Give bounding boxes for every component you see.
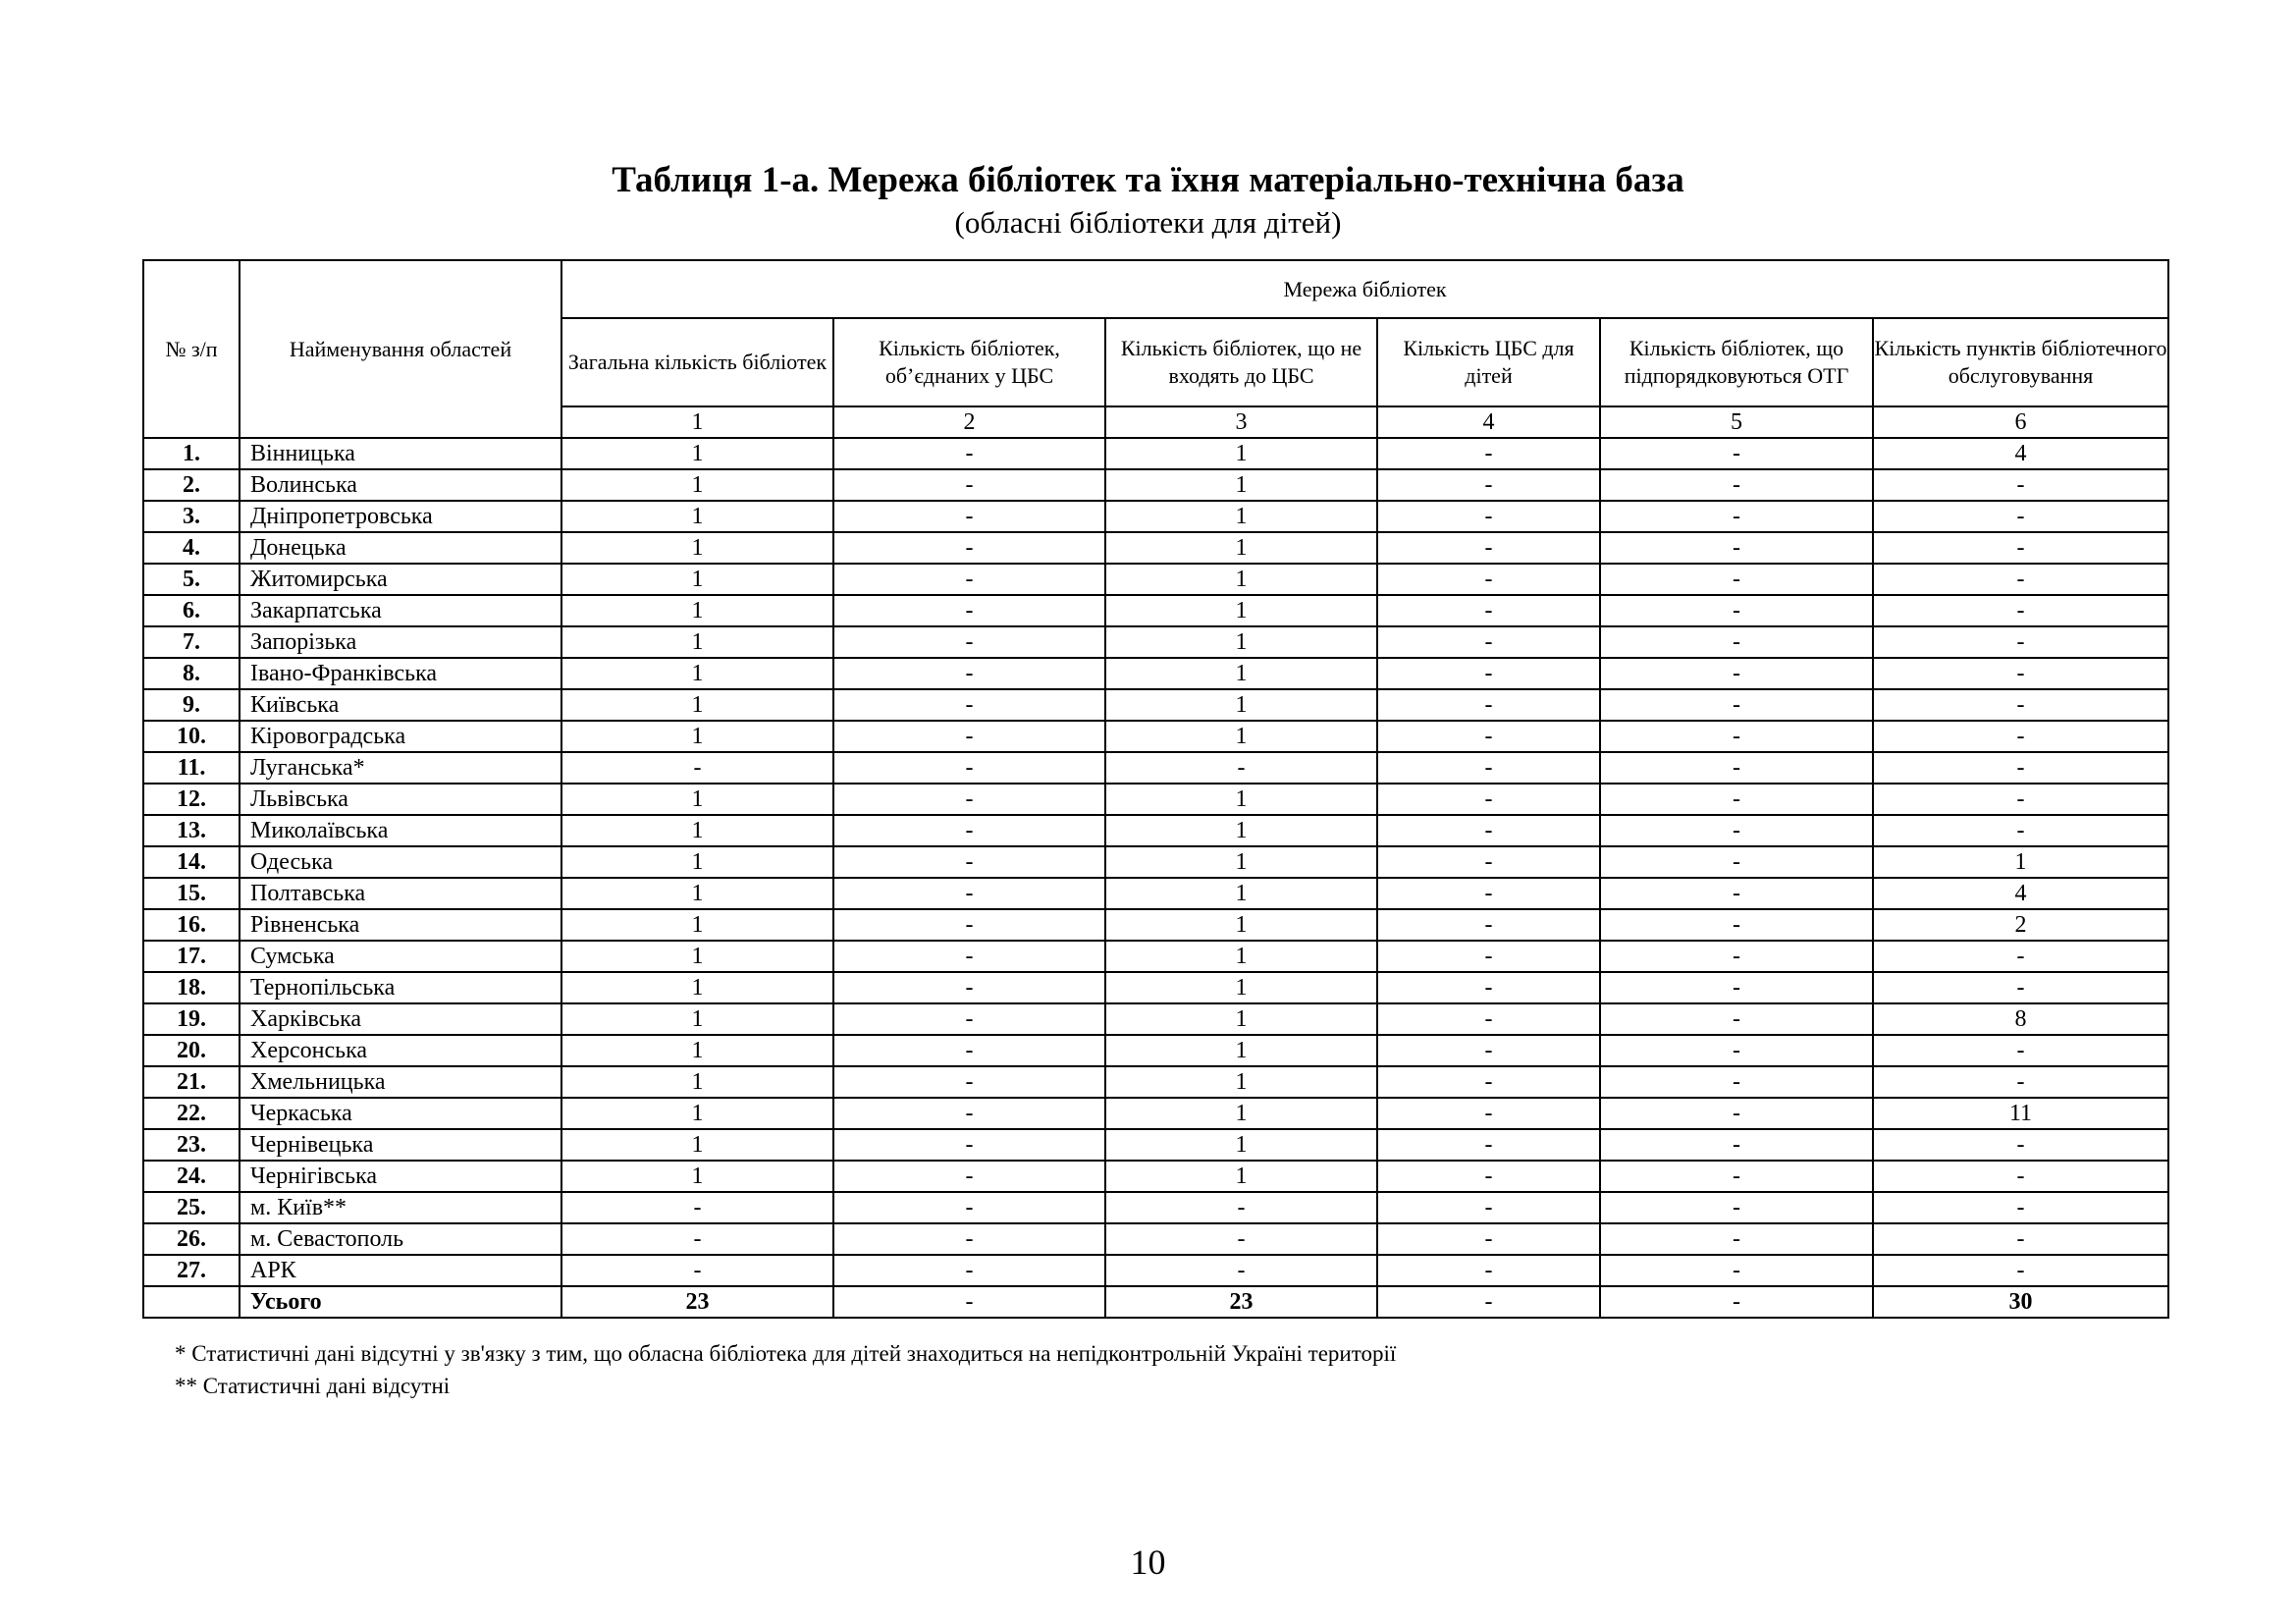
cell-col-6: - — [1873, 469, 2168, 501]
cell-col-1: 1 — [561, 1066, 833, 1098]
cell-col-5: - — [1600, 469, 1873, 501]
cell-col-2: - — [833, 752, 1105, 784]
cell-col-4: - — [1377, 784, 1600, 815]
cell-col-1: 1 — [561, 784, 833, 815]
cell-col-3: 1 — [1105, 658, 1377, 689]
cell-col-6: - — [1873, 815, 2168, 846]
cell-col-6: - — [1873, 1161, 2168, 1192]
row-number: 18. — [143, 972, 240, 1003]
cell-col-3: 1 — [1105, 626, 1377, 658]
cell-col-1: 1 — [561, 626, 833, 658]
row-number: 2. — [143, 469, 240, 501]
region-name: Тернопільська — [240, 972, 561, 1003]
table-row — [143, 1066, 2168, 1098]
header-group: Мережа бібліотек — [561, 260, 2168, 318]
cell-col-3: 1 — [1105, 972, 1377, 1003]
cell-col-4: - — [1377, 1223, 1600, 1255]
cell-col-6: - — [1873, 1129, 2168, 1161]
col-number-5: 5 — [1600, 406, 1873, 438]
table-title: Таблиця 1-а. Мережа бібліотек та їхня матеріально-технічна база — [612, 160, 1684, 200]
row-number: 23. — [143, 1129, 240, 1161]
region-name: Волинська — [240, 469, 561, 501]
header-col-2: Кількість бібліотек, об’єднаних у ЦБС — [833, 318, 1105, 406]
table-row — [143, 532, 2168, 564]
total-row — [143, 1286, 2168, 1318]
total-col-4: - — [1377, 1286, 1600, 1318]
table-row — [143, 1129, 2168, 1161]
cell-col-6: 1 — [1873, 846, 2168, 878]
total-label: Усього — [240, 1286, 561, 1318]
cell-col-5: - — [1600, 1066, 1873, 1098]
cell-col-6: - — [1873, 1223, 2168, 1255]
region-name: Чернігівська — [240, 1161, 561, 1192]
cell-col-2: - — [833, 1255, 1105, 1286]
row-number: 25. — [143, 1192, 240, 1223]
cell-col-2: - — [833, 721, 1105, 752]
total-col-5: - — [1600, 1286, 1873, 1318]
table-row — [143, 438, 2168, 469]
cell-col-1: - — [561, 752, 833, 784]
cell-col-6: - — [1873, 941, 2168, 972]
cell-col-4: - — [1377, 501, 1600, 532]
cell-col-5: - — [1600, 752, 1873, 784]
cell-col-6: - — [1873, 1192, 2168, 1223]
cell-col-3: 1 — [1105, 909, 1377, 941]
cell-col-5: - — [1600, 564, 1873, 595]
cell-col-1: 1 — [561, 878, 833, 909]
row-number: 26. — [143, 1223, 240, 1255]
cell-col-1: 1 — [561, 469, 833, 501]
footnote: * Статистичні дані відсутні у зв'язку з тим, що обласна бібліотека для дітей знаходиться на непідконтрольній Україні території — [175, 1341, 1397, 1366]
table-row — [143, 909, 2168, 941]
cell-col-1: 1 — [561, 689, 833, 721]
cell-col-6: - — [1873, 1066, 2168, 1098]
cell-col-2: - — [833, 972, 1105, 1003]
cell-col-3: 1 — [1105, 532, 1377, 564]
cell-col-2: - — [833, 532, 1105, 564]
cell-col-5: - — [1600, 438, 1873, 469]
cell-col-5: - — [1600, 846, 1873, 878]
cell-col-5: - — [1600, 941, 1873, 972]
total-col-3: 23 — [1105, 1286, 1377, 1318]
region-name: Київська — [240, 689, 561, 721]
cell-col-5: - — [1600, 532, 1873, 564]
cell-col-4: - — [1377, 1161, 1600, 1192]
cell-col-5: - — [1600, 721, 1873, 752]
region-name: Херсонська — [240, 1035, 561, 1066]
cell-col-4: - — [1377, 469, 1600, 501]
cell-col-6: 2 — [1873, 909, 2168, 941]
region-name: м. Севастополь — [240, 1223, 561, 1255]
region-name: Сумська — [240, 941, 561, 972]
cell-col-4: - — [1377, 909, 1600, 941]
table-row — [143, 1003, 2168, 1035]
cell-col-2: - — [833, 784, 1105, 815]
region-name: Донецька — [240, 532, 561, 564]
table-row — [143, 595, 2168, 626]
cell-col-4: - — [1377, 1003, 1600, 1035]
total-col-6: 30 — [1873, 1286, 2168, 1318]
cell-col-5: - — [1600, 1255, 1873, 1286]
cell-col-3: - — [1105, 1192, 1377, 1223]
region-name: Миколаївська — [240, 815, 561, 846]
region-name: Чернівецька — [240, 1129, 561, 1161]
cell-col-6: - — [1873, 752, 2168, 784]
table-row — [143, 1223, 2168, 1255]
cell-col-1: - — [561, 1192, 833, 1223]
table-row — [143, 972, 2168, 1003]
total-col-1: 23 — [561, 1286, 833, 1318]
cell-col-5: - — [1600, 784, 1873, 815]
cell-col-5: - — [1600, 1161, 1873, 1192]
cell-col-2: - — [833, 941, 1105, 972]
cell-col-3: 1 — [1105, 564, 1377, 595]
cell-col-1: 1 — [561, 1003, 833, 1035]
cell-col-1: 1 — [561, 846, 833, 878]
row-number: 16. — [143, 909, 240, 941]
cell-col-3: 1 — [1105, 1003, 1377, 1035]
total-col-2: - — [833, 1286, 1105, 1318]
cell-col-2: - — [833, 1035, 1105, 1066]
total-row-number — [143, 1286, 240, 1318]
cell-col-5: - — [1600, 878, 1873, 909]
cell-col-6: - — [1873, 658, 2168, 689]
region-name: Кіровоградська — [240, 721, 561, 752]
table-row — [143, 689, 2168, 721]
cell-col-3: - — [1105, 1223, 1377, 1255]
cell-col-1: 1 — [561, 1098, 833, 1129]
cell-col-5: - — [1600, 626, 1873, 658]
cell-col-5: - — [1600, 1098, 1873, 1129]
cell-col-4: - — [1377, 1066, 1600, 1098]
table-row — [143, 878, 2168, 909]
region-name: Вінницька — [240, 438, 561, 469]
cell-col-3: 1 — [1105, 1035, 1377, 1066]
cell-col-1: 1 — [561, 658, 833, 689]
cell-col-2: - — [833, 1129, 1105, 1161]
col-number-3: 3 — [1105, 406, 1377, 438]
cell-col-6: - — [1873, 595, 2168, 626]
cell-col-1: 1 — [561, 721, 833, 752]
cell-col-6: - — [1873, 1255, 2168, 1286]
cell-col-4: - — [1377, 658, 1600, 689]
table-row — [143, 626, 2168, 658]
footnotes — [175, 1337, 1396, 1402]
cell-col-2: - — [833, 1223, 1105, 1255]
cell-col-2: - — [833, 438, 1105, 469]
cell-col-2: - — [833, 689, 1105, 721]
cell-col-4: - — [1377, 1192, 1600, 1223]
cell-col-1: 1 — [561, 909, 833, 941]
row-number: 21. — [143, 1066, 240, 1098]
row-number: 17. — [143, 941, 240, 972]
cell-col-2: - — [833, 1161, 1105, 1192]
cell-col-6: - — [1873, 501, 2168, 532]
region-name: Дніпропетровська — [240, 501, 561, 532]
col-number-4: 4 — [1377, 406, 1600, 438]
cell-col-1: 1 — [561, 438, 833, 469]
cell-col-2: - — [833, 815, 1105, 846]
cell-col-5: - — [1600, 1129, 1873, 1161]
region-name: Запорізька — [240, 626, 561, 658]
cell-col-4: - — [1377, 1129, 1600, 1161]
region-name: Луганська* — [240, 752, 561, 784]
cell-col-3: 1 — [1105, 784, 1377, 815]
cell-col-5: - — [1600, 658, 1873, 689]
table-row — [143, 752, 2168, 784]
cell-col-6: 11 — [1873, 1098, 2168, 1129]
row-number: 6. — [143, 595, 240, 626]
cell-col-2: - — [833, 1003, 1105, 1035]
cell-col-3: 1 — [1105, 1098, 1377, 1129]
col-number-1: 1 — [561, 406, 833, 438]
region-name: Харківська — [240, 1003, 561, 1035]
table-row — [143, 1192, 2168, 1223]
header-row-group — [143, 260, 2168, 318]
cell-col-4: - — [1377, 972, 1600, 1003]
cell-col-1: 1 — [561, 564, 833, 595]
cell-col-3: 1 — [1105, 721, 1377, 752]
cell-col-1: 1 — [561, 595, 833, 626]
cell-col-1: 1 — [561, 501, 833, 532]
cell-col-4: - — [1377, 532, 1600, 564]
row-number: 8. — [143, 658, 240, 689]
col-number-6: 6 — [1873, 406, 2168, 438]
row-number: 10. — [143, 721, 240, 752]
cell-col-6: 4 — [1873, 878, 2168, 909]
table-row — [143, 846, 2168, 878]
cell-col-3: 1 — [1105, 815, 1377, 846]
header-col-5: Кількість бібліотек, що підпорядковуються ОТГ — [1600, 318, 1873, 406]
region-name: Полтавська — [240, 878, 561, 909]
cell-col-1: - — [561, 1223, 833, 1255]
cell-col-5: - — [1600, 1003, 1873, 1035]
row-number: 12. — [143, 784, 240, 815]
cell-col-2: - — [833, 1066, 1105, 1098]
cell-col-4: - — [1377, 626, 1600, 658]
table-row — [143, 815, 2168, 846]
cell-col-1: 1 — [561, 532, 833, 564]
cell-col-3: 1 — [1105, 438, 1377, 469]
cell-col-5: - — [1600, 501, 1873, 532]
cell-col-5: - — [1600, 595, 1873, 626]
region-name: Івано-Франківська — [240, 658, 561, 689]
cell-col-4: - — [1377, 564, 1600, 595]
cell-col-5: - — [1600, 815, 1873, 846]
cell-col-4: - — [1377, 941, 1600, 972]
row-number: 20. — [143, 1035, 240, 1066]
cell-col-6: - — [1873, 532, 2168, 564]
cell-col-6: - — [1873, 689, 2168, 721]
row-number: 24. — [143, 1161, 240, 1192]
region-name: Хмельницька — [240, 1066, 561, 1098]
cell-col-1: 1 — [561, 815, 833, 846]
table-row — [143, 941, 2168, 972]
row-number: 3. — [143, 501, 240, 532]
cell-col-6: - — [1873, 784, 2168, 815]
cell-col-2: - — [833, 595, 1105, 626]
header-no: № з/п — [143, 260, 240, 438]
table-subtitle: (обласні бібліотеки для дітей) — [954, 205, 1342, 240]
cell-col-2: - — [833, 564, 1105, 595]
cell-col-5: - — [1600, 1192, 1873, 1223]
region-name: АРК — [240, 1255, 561, 1286]
table-row — [143, 1255, 2168, 1286]
table-row — [143, 501, 2168, 532]
cell-col-1: - — [561, 1255, 833, 1286]
cell-col-1: 1 — [561, 941, 833, 972]
cell-col-4: - — [1377, 689, 1600, 721]
cell-col-6: - — [1873, 626, 2168, 658]
table-row — [143, 564, 2168, 595]
cell-col-1: 1 — [561, 1161, 833, 1192]
cell-col-2: - — [833, 846, 1105, 878]
cell-col-1: 1 — [561, 1035, 833, 1066]
cell-col-5: - — [1600, 1035, 1873, 1066]
cell-col-3: 1 — [1105, 501, 1377, 532]
cell-col-5: - — [1600, 972, 1873, 1003]
row-number: 19. — [143, 1003, 240, 1035]
cell-col-3: - — [1105, 752, 1377, 784]
region-name: Рівненська — [240, 909, 561, 941]
row-number: 27. — [143, 1255, 240, 1286]
header-col-4: Кількість ЦБС для дітей — [1377, 318, 1600, 406]
row-number: 11. — [143, 752, 240, 784]
cell-col-3: - — [1105, 1255, 1377, 1286]
col-number-2: 2 — [833, 406, 1105, 438]
cell-col-4: - — [1377, 1255, 1600, 1286]
cell-col-6: - — [1873, 972, 2168, 1003]
table-row — [143, 1035, 2168, 1066]
cell-col-5: - — [1600, 909, 1873, 941]
region-name: Львівська — [240, 784, 561, 815]
cell-col-2: - — [833, 626, 1105, 658]
cell-col-3: 1 — [1105, 878, 1377, 909]
cell-col-2: - — [833, 1192, 1105, 1223]
table-row — [143, 469, 2168, 501]
cell-col-6: 4 — [1873, 438, 2168, 469]
table-row — [143, 721, 2168, 752]
table-row — [143, 1161, 2168, 1192]
cell-col-4: - — [1377, 1035, 1600, 1066]
cell-col-5: - — [1600, 689, 1873, 721]
cell-col-3: 1 — [1105, 846, 1377, 878]
header-col-6: Кількість пунктів бібліотечного обслуговування — [1873, 318, 2168, 406]
cell-col-2: - — [833, 658, 1105, 689]
table-body — [143, 260, 2168, 1318]
header-col-1: Загальна кількість бібліотек — [561, 318, 833, 406]
cell-col-2: - — [833, 909, 1105, 941]
region-name: Черкаська — [240, 1098, 561, 1129]
cell-col-4: - — [1377, 846, 1600, 878]
row-number: 15. — [143, 878, 240, 909]
region-name: Закарпатська — [240, 595, 561, 626]
cell-col-4: - — [1377, 752, 1600, 784]
cell-col-2: - — [833, 878, 1105, 909]
region-name: Одеська — [240, 846, 561, 878]
cell-col-3: 1 — [1105, 1161, 1377, 1192]
cell-col-3: 1 — [1105, 469, 1377, 501]
libraries-table — [142, 259, 2169, 1319]
row-number: 9. — [143, 689, 240, 721]
cell-col-3: 1 — [1105, 595, 1377, 626]
cell-col-6: 8 — [1873, 1003, 2168, 1035]
cell-col-2: - — [833, 469, 1105, 501]
region-name: м. Київ** — [240, 1192, 561, 1223]
cell-col-4: - — [1377, 438, 1600, 469]
cell-col-6: - — [1873, 1035, 2168, 1066]
cell-col-3: 1 — [1105, 1129, 1377, 1161]
cell-col-2: - — [833, 501, 1105, 532]
row-number: 1. — [143, 438, 240, 469]
cell-col-2: - — [833, 1098, 1105, 1129]
cell-col-1: 1 — [561, 972, 833, 1003]
footnote: ** Статистичні дані відсутні — [175, 1374, 451, 1398]
cell-col-4: - — [1377, 815, 1600, 846]
table-row — [143, 658, 2168, 689]
cell-col-3: 1 — [1105, 941, 1377, 972]
cell-col-4: - — [1377, 878, 1600, 909]
table-row — [143, 784, 2168, 815]
row-number: 13. — [143, 815, 240, 846]
region-name: Житомирська — [240, 564, 561, 595]
row-number: 7. — [143, 626, 240, 658]
row-number: 4. — [143, 532, 240, 564]
cell-col-5: - — [1600, 1223, 1873, 1255]
header-name: Найменування областей — [240, 260, 561, 438]
row-number: 22. — [143, 1098, 240, 1129]
page-number: 10 — [1130, 1542, 1166, 1582]
row-number: 5. — [143, 564, 240, 595]
cell-col-1: 1 — [561, 1129, 833, 1161]
cell-col-4: - — [1377, 721, 1600, 752]
cell-col-3: 1 — [1105, 689, 1377, 721]
cell-col-4: - — [1377, 595, 1600, 626]
header-col-3: Кількість бібліотек, що не входять до ЦБС — [1105, 318, 1377, 406]
cell-col-6: - — [1873, 721, 2168, 752]
row-number: 14. — [143, 846, 240, 878]
cell-col-3: 1 — [1105, 1066, 1377, 1098]
cell-col-6: - — [1873, 564, 2168, 595]
cell-col-4: - — [1377, 1098, 1600, 1129]
table-row — [143, 1098, 2168, 1129]
